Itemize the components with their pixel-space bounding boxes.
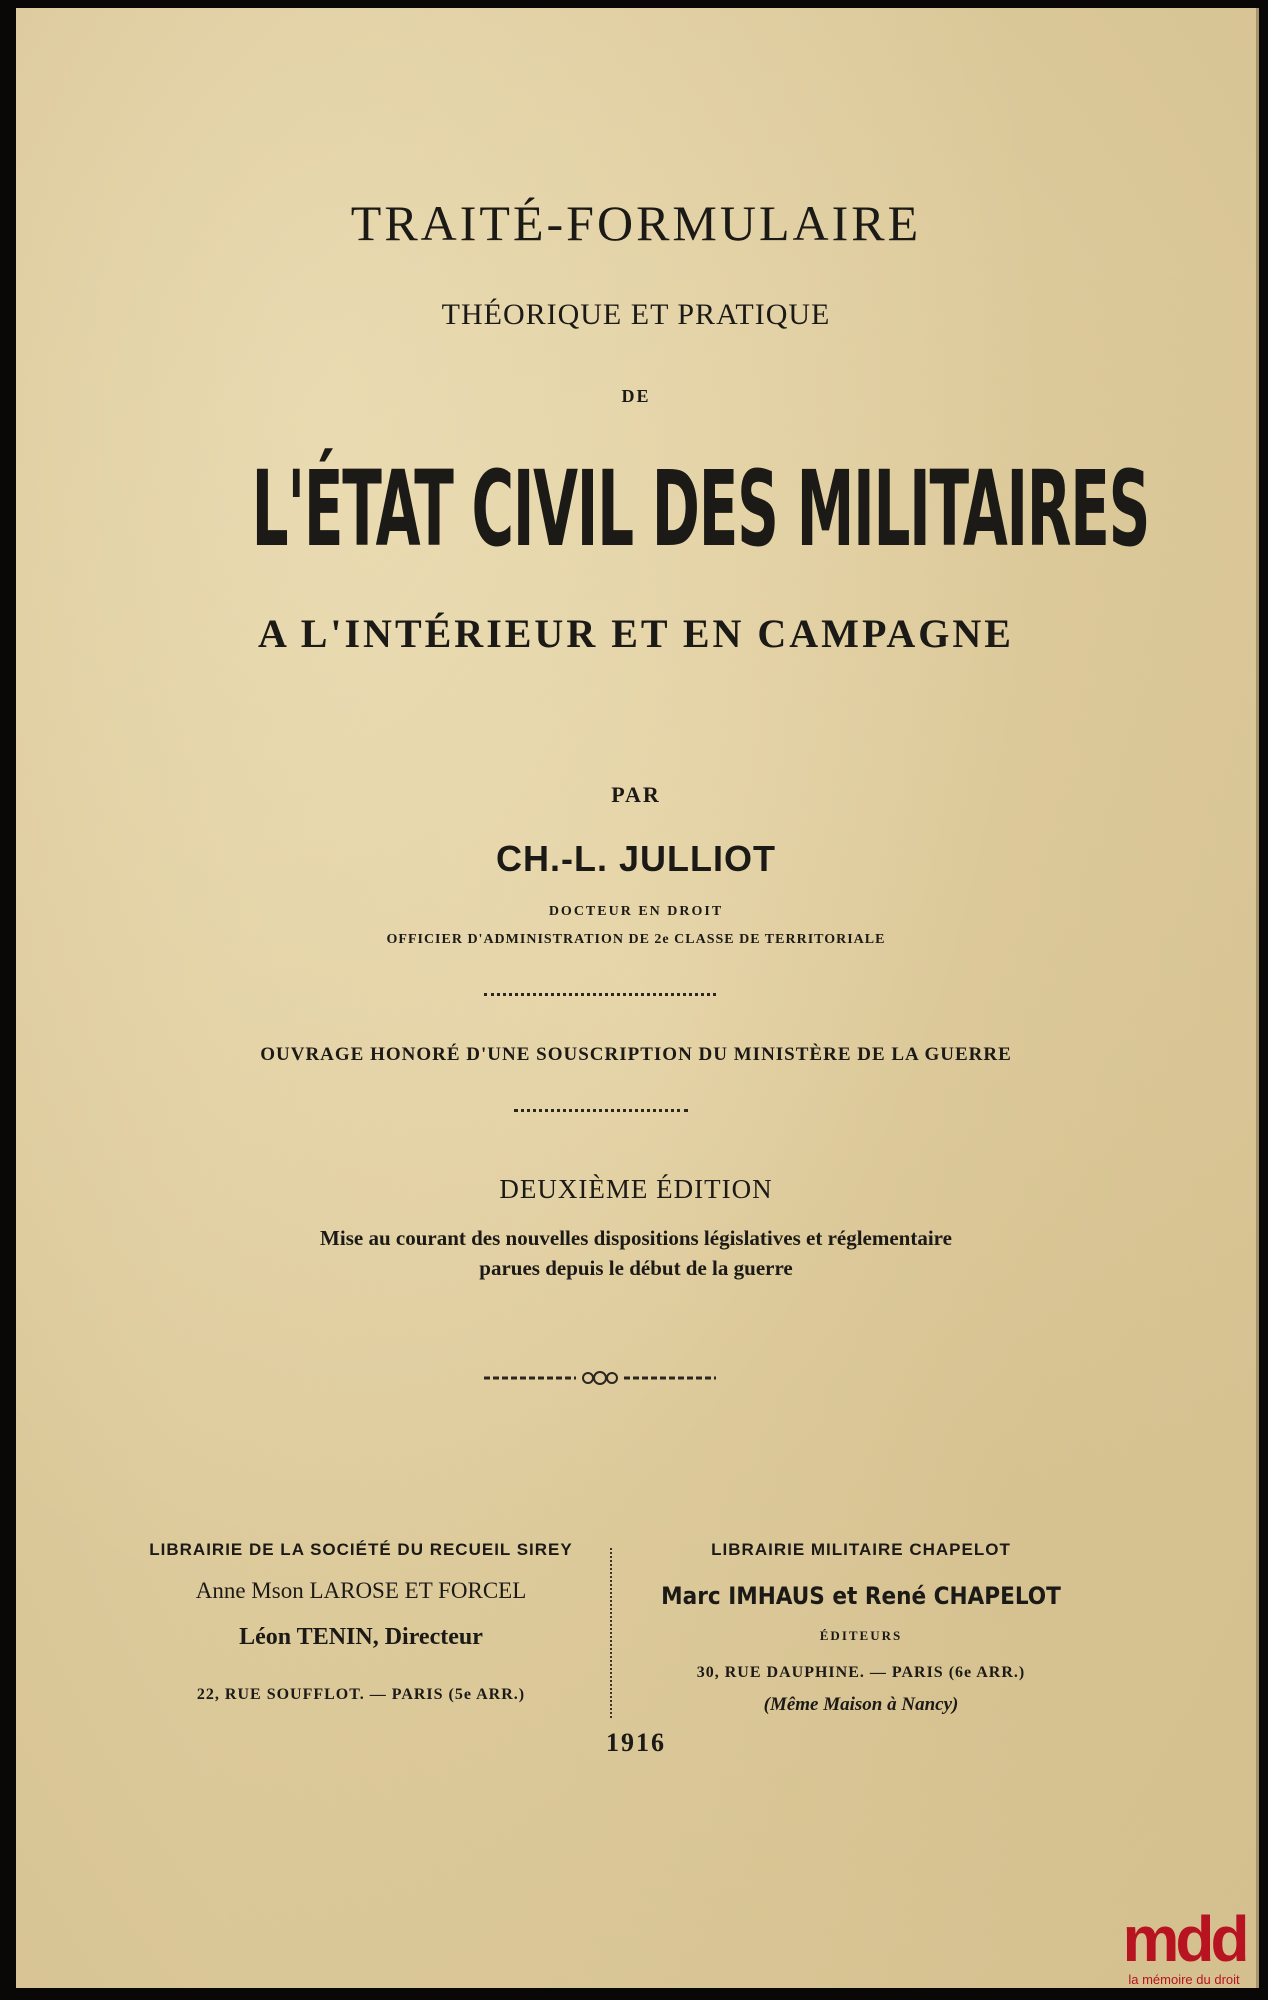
publisher-left-name: LIBRAIRIE DE LA SOCIÉTÉ DU RECUEIL SIREY <box>149 1540 573 1559</box>
author-rank: OFFICIER D'ADMINISTRATION DE 2e CLASSE DE TERRITORIALE <box>386 932 886 947</box>
title-line-3: DE <box>621 386 651 406</box>
divider-1 <box>484 993 716 996</box>
publisher-right-role: ÉDITEURS <box>819 1628 903 1643</box>
publisher-left-address: 22, RUE SOUFFLOT. — PARIS (5e ARR.) <box>196 1686 526 1703</box>
divider-2 <box>514 1109 688 1112</box>
ornament-divider <box>480 1366 720 1390</box>
mdd-logo <box>1106 1903 1262 1996</box>
publisher-separator <box>610 1548 612 1718</box>
publisher-right-note: (Même Maison à Nancy) <box>763 1694 959 1715</box>
author-name: CH.-L. JULLIOT <box>496 838 776 879</box>
title-line-2: THÉORIQUE ET PRATIQUE <box>441 298 831 331</box>
edition-label: DEUXIÈME ÉDITION <box>499 1174 773 1204</box>
author-by: PAR <box>611 782 661 807</box>
publisher-left-firm: Anne Mson LAROSE ET FORCEL <box>195 1578 527 1603</box>
publisher-left-director: Léon TENIN, Directeur <box>239 1624 483 1650</box>
publication-year: 1916 <box>606 1728 666 1757</box>
publisher-right-address: 30, RUE DAUPHINE. — PARIS (6e ARR.) <box>696 1664 1026 1681</box>
book-title-page <box>16 8 1259 1988</box>
publisher-right-name: LIBRAIRIE MILITAIRE CHAPELOT <box>711 1540 1011 1559</box>
publisher-right-firm: Marc IMHAUS et René CHAPELOT <box>661 1582 1061 1610</box>
edition-note-2: parues depuis le début de la guerre <box>479 1256 793 1280</box>
author-degree: DOCTEUR EN DROIT <box>548 904 724 919</box>
logo-mark: mdd <box>1122 1903 1246 1975</box>
subtitle: A L'INTÉRIEUR ET EN CAMPAGNE <box>258 611 1014 656</box>
title-line-1: TRAITÉ-FORMULAIRE <box>350 195 922 251</box>
logo-tagline: la mémoire du droit <box>1128 1972 1240 1987</box>
main-title: L'ÉTAT CIVIL DES MILITAIRES <box>251 448 1150 570</box>
edition-note-1: Mise au courant des nouvelles dispositions législatives et réglementaire <box>320 1226 952 1250</box>
honor-line: OUVRAGE HONORÉ D'UNE SOUSCRIPTION DU MINISTÈRE DE LA GUERRE <box>260 1044 1012 1065</box>
